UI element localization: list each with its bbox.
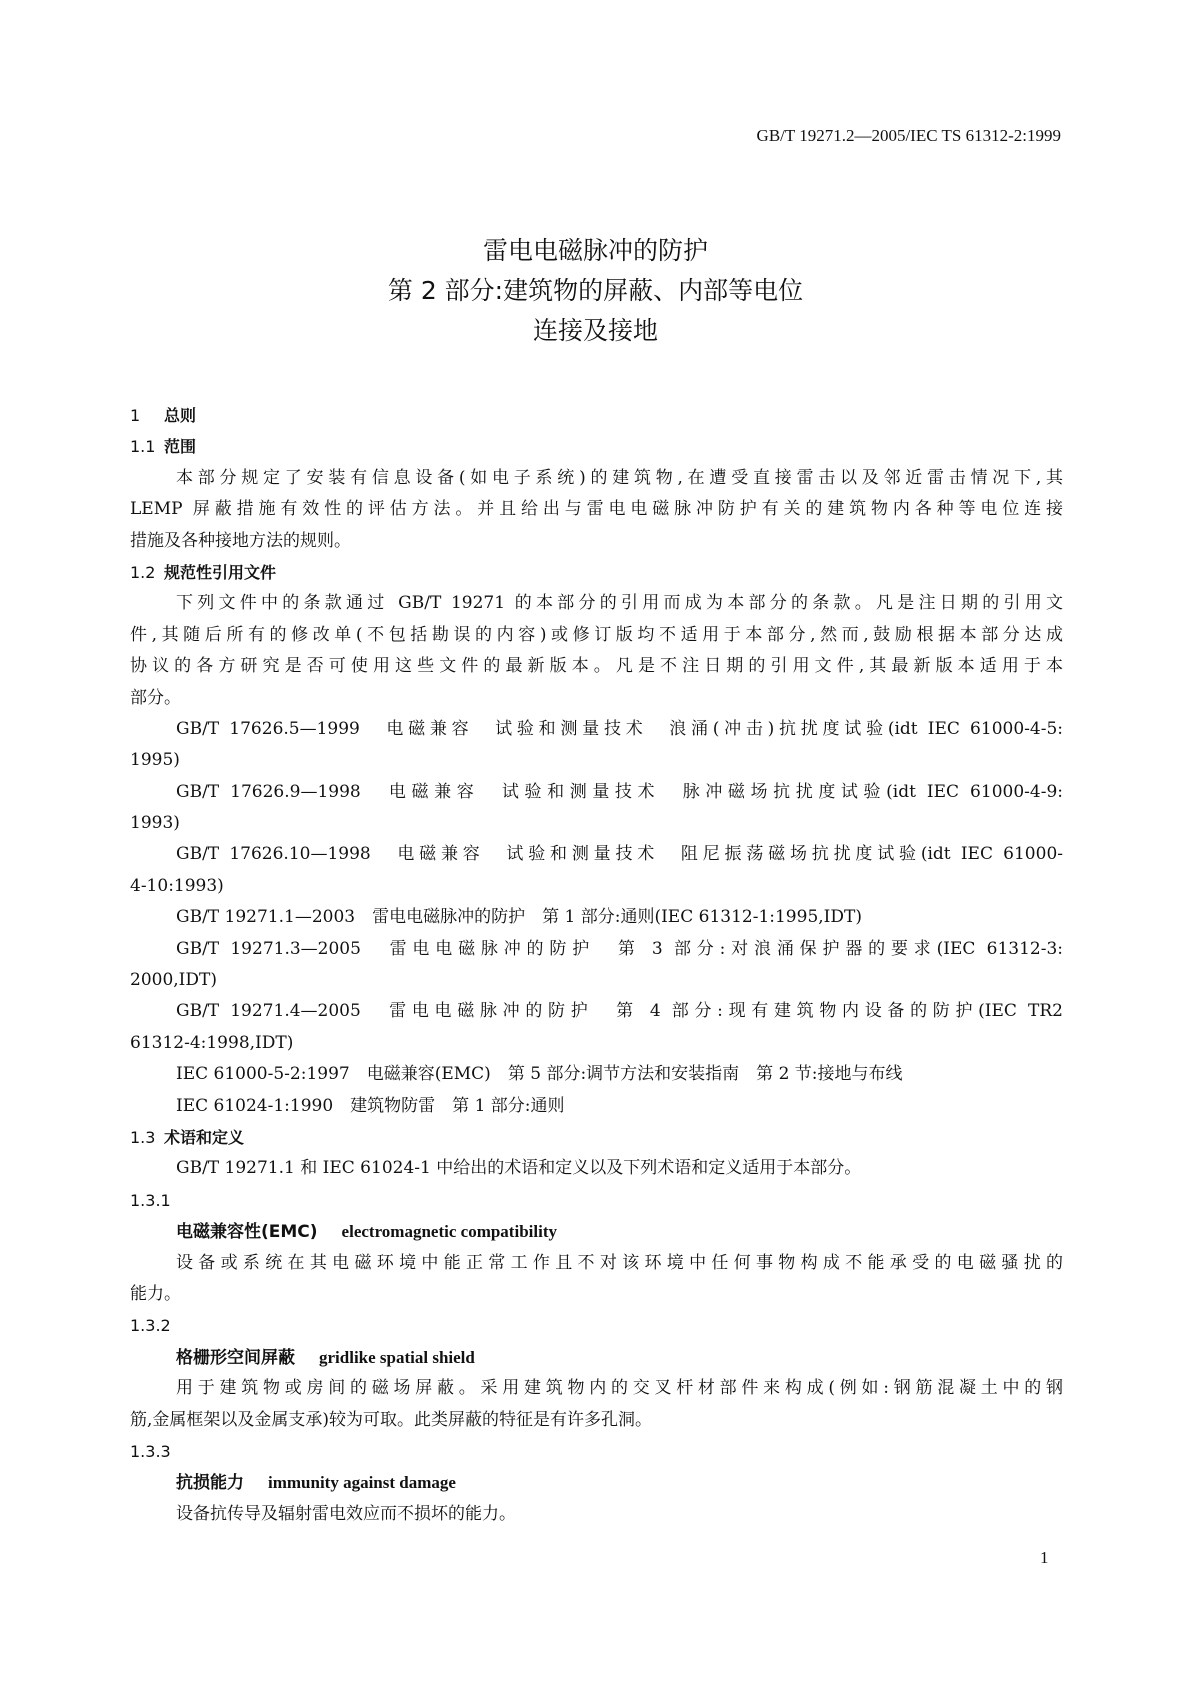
paragraph-line: 能力。 [130,1283,181,1304]
term-entry [130,1467,1063,1498]
paragraph-line: GB/T 17626.10—1998 电磁兼容 试验和测量技术 阻尼振荡磁场抗扰度试验(idt IEC 61000- [176,844,1063,865]
paragraph-line: 设备抗传导及辐射雷电效应而不损坏的能力。 [176,1503,516,1524]
section-number: 1.2 [130,562,156,582]
paragraph-line: 件,其随后所有的修改单(不包括勘误的内容)或修订版均不适用于本部分,然而,鼓励根据本部分达成 [130,624,1063,645]
section-title: 范围 [164,437,197,457]
page-number: 1 [1040,1548,1049,1567]
paragraph-line: GB/T 17626.5—1999 电磁兼容 试验和测量技术 浪涌(冲击)抗扰度试验(idt IEC 61000-4-5: [176,718,1063,739]
paragraph-line: 1993) [130,813,180,834]
term-chinese: 抗损能力 [176,1473,244,1494]
paragraph-line: 本部分规定了安装有信息设备(如电子系统)的建筑物,在遭受直接雷击以及邻近雷击情况下,其 [176,467,1063,488]
term-english: gridlike spatial shield [319,1347,475,1367]
section-heading [130,1185,1063,1216]
paragraph-line: 61312-4:1998,IDT) [130,1032,294,1053]
section-title: 总则 [164,406,197,425]
paragraph-line: 用于建筑物或房间的磁场屏蔽。采用建筑物内的交叉杆材部件来构成(例如:钢筋混凝土中的钢 [176,1378,1063,1399]
paragraph-line: 部分。 [130,687,181,708]
section-heading [130,1436,1063,1467]
section-number: 1.3 [130,1127,156,1147]
section-heading [130,400,1063,431]
term-english: electromagnetic compatibility [341,1222,557,1242]
paragraph-line: 协议的各方研究是否可使用这些文件的最新版本。凡是不注日期的引用文件,其最新版本适用于本 [130,656,1063,677]
section-heading [130,431,1063,462]
document-body [130,400,1063,1530]
paragraph-line: 筋,金属框架以及金属支承)较为可取。此类屏蔽的特征是有许多孔洞。 [130,1409,653,1430]
document-header-standard-number: GB/T 19271.2—2005/IEC TS 61312-2:1999 [756,126,1061,145]
title-line-2: 第 2 部分:建筑物的屏蔽、内部等电位 [387,276,804,305]
title-line-3: 连接及接地 [532,316,658,345]
section-heading [130,1310,1063,1341]
section-heading [130,557,1063,588]
section-title: 术语和定义 [164,1127,245,1147]
paragraph-line: 下列文件中的条款通过 GB/T 19271 的本部分的引用而成为本部分的条款。凡是注日期的引用文 [176,593,1063,614]
paragraph-line: 4-10:1993) [130,875,224,896]
section-number: 1.3.2 [130,1316,171,1336]
term-chinese: 电磁兼容性(EMC) [176,1222,318,1243]
paragraph-line: GB/T 19271.3—2005 雷电电磁脉冲的防护 第 3 部分:对浪涌保护器的要求(IEC 61312-3: [176,938,1063,959]
paragraph-line: IEC 61000-5-2:1997 电磁兼容(EMC) 第 5 部分:调节方法和安装指南 第 2 节:接地与布线 [176,1064,903,1085]
paragraph-line: GB/T 19271.1—2003 雷电电磁脉冲的防护 第 1 部分:通则(IEC 61312-1:1995,IDT) [176,907,862,928]
term-entry [130,1216,1063,1247]
section-number: 1 [130,406,141,425]
paragraph-line: 设备或系统在其电磁环境中能正常工作且不对该环境中任何事物构成不能承受的电磁骚扰的 [176,1252,1063,1273]
section-number: 1.3.3 [130,1441,171,1461]
section-heading [130,1122,1063,1153]
section-number: 1.1 [130,437,156,457]
section-title: 规范性引用文件 [164,562,277,582]
paragraph-line: 2000,IDT) [130,970,217,991]
paragraph-line: IEC 61024-1:1990 建筑物防雷 第 1 部分:通则 [176,1095,565,1116]
paragraph-line: 1995) [130,750,180,771]
title-line-1: 雷电电磁脉冲的防护 [482,236,708,265]
paragraph-line: LEMP 屏蔽措施有效性的评估方法。并且给出与雷电电磁脉冲防护有关的建筑物内各种等电位连接 [130,499,1063,520]
term-english: immunity against damage [268,1473,456,1493]
paragraph-line: GB/T 19271.4—2005 雷电电磁脉冲的防护 第 4 部分:现有建筑物内设备的防护(IEC TR2 [176,1001,1063,1022]
paragraph-line: 措施及各种接地方法的规则。 [130,530,351,551]
section-number: 1.3.1 [130,1190,171,1210]
paragraph-line: GB/T 19271.1 和 IEC 61024-1 中给出的术语和定义以及下列术语和定义适用于本部分。 [176,1158,862,1179]
term-entry [130,1342,1063,1373]
term-chinese: 格栅形空间屏蔽 [176,1347,295,1368]
paragraph-line: GB/T 17626.9—1998 电磁兼容 试验和测量技术 脉冲磁场抗扰度试验(idt IEC 61000-4-9: [176,781,1063,802]
